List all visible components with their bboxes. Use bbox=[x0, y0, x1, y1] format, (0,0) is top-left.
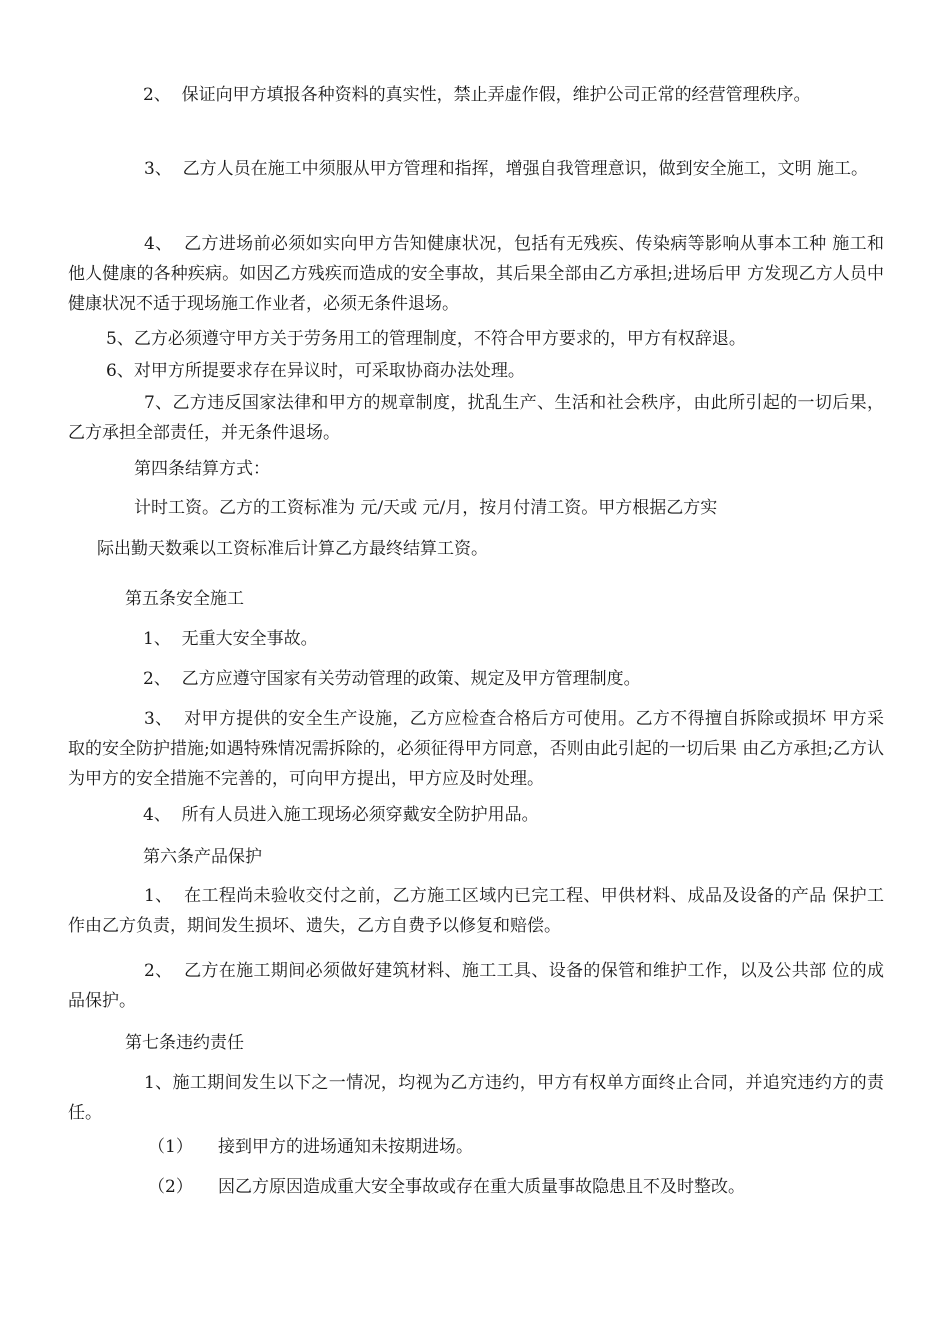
clause-number: 1、 bbox=[144, 1073, 173, 1093]
clause-paragraph bbox=[143, 664, 641, 694]
clause-paragraph bbox=[143, 624, 318, 654]
section-heading: 第四条结算方式： bbox=[134, 459, 270, 479]
clause-text: 乙方人员在施工中须服从甲方管理和指挥，增强自我管理意识，做到安全施工，文明 施工。 bbox=[182, 159, 869, 179]
clause-text: 乙方在施工期间必须做好建筑材料、施工工具、设备的保管和维护工作，以及公共部 位的成品保护。 bbox=[68, 961, 884, 1011]
clause-paragraph bbox=[68, 881, 884, 941]
clause-text: 所有人员进入施工现场必须穿戴安全防护用品。 bbox=[181, 805, 539, 825]
clause-number: 7、 bbox=[144, 393, 173, 413]
section-heading: 第七条违约责任 bbox=[125, 1033, 244, 1053]
section-heading: 第六条产品保护 bbox=[143, 847, 262, 867]
clause-number: 3、 bbox=[144, 159, 172, 179]
clause-text: 无重大安全事故。 bbox=[181, 629, 318, 649]
sub-item-text: 因乙方原因造成重大安全事故或存在重大质量事故隐患且不及时整改。 bbox=[218, 1177, 745, 1197]
clause-text: 乙方违反国家法律和甲方的规章制度，扰乱生产、生活和社会秩序，由此所引起的一切后果，乙方承担全部责任，并无条件退场。 bbox=[68, 393, 884, 443]
clause-number: 4、 bbox=[143, 805, 171, 825]
clause-number: 2、 bbox=[143, 85, 171, 105]
clause-text: 保证向甲方填报各种资料的真实性，禁止弄虚作假，维护公司正常的经营管理秩序。 bbox=[181, 85, 811, 105]
sub-item bbox=[148, 1172, 745, 1202]
clause-paragraph bbox=[68, 229, 884, 319]
clause-number: 5、 bbox=[106, 329, 134, 349]
clause-text: 乙方必须遵守甲方关于劳务用工的管理制度，不符合甲方要求的，甲方有权辞退。 bbox=[133, 329, 746, 349]
clause-number: 2、 bbox=[143, 669, 171, 689]
clause-paragraph bbox=[143, 80, 884, 110]
clause-number: 2、 bbox=[144, 961, 173, 981]
sub-item-number: （2） bbox=[148, 1177, 193, 1197]
clause-number: 1、 bbox=[143, 629, 171, 649]
clause-text: 施工期间发生以下之一情况，均视为乙方违约，甲方有权单方面终止合同，并追究违约方的责任。 bbox=[68, 1073, 884, 1123]
clause-paragraph bbox=[143, 800, 539, 830]
clause-text: 乙方进场前必须如实向甲方告知健康状况，包括有无残疾、传染病等影响从事本工种 施工和他人健康的各种疾病。如因乙方残疾而造成的安全事故，其后果全部由乙方承担;进场后甲 方发现乙方人员中健康状况不适于现场施工作业者，必须无条件退场。 bbox=[68, 234, 884, 314]
clause-text: 对甲方所提要求存在异议时，可采取协商办法处理。 bbox=[133, 361, 525, 381]
clause-text: 对甲方提供的安全生产设施，乙方应检查合格后方可使用。乙方不得擅自拆除或损坏 甲方采取的安全防护措施;如遇特殊情况需拆除的，必须征得甲方同意，否则由此引起的一切后果 由乙方承担;乙方认为甲方的安全措施不完善的，可向甲方提出，甲方应及时处理。 bbox=[68, 709, 884, 789]
clause-paragraph bbox=[106, 324, 746, 354]
clause-number: 3、 bbox=[144, 709, 173, 729]
clause-paragraph bbox=[68, 388, 884, 448]
sub-item bbox=[148, 1132, 473, 1162]
clause-paragraph bbox=[68, 956, 884, 1016]
clause-number: 6、 bbox=[106, 361, 134, 381]
clause-paragraph bbox=[106, 356, 525, 386]
clause-number: 1、 bbox=[144, 886, 173, 906]
clause-number: 4、 bbox=[144, 234, 173, 254]
sub-item-number: （1） bbox=[148, 1137, 193, 1157]
clause-paragraph bbox=[68, 154, 884, 184]
clause-text: 在工程尚未验收交付之前，乙方施工区域内已完工程、甲供材料、成品及设备的产品 保护工作由乙方负责，期间发生损坏、遗失，乙方自费予以修复和赔偿。 bbox=[68, 886, 884, 936]
wage-line-2: 际出勤天数乘以工资标准后计算乙方最终结算工资。 bbox=[97, 539, 488, 559]
clause-paragraph bbox=[68, 1068, 884, 1128]
sub-item-text: 接到甲方的进场通知未按期进场。 bbox=[218, 1137, 473, 1157]
wage-line-1: 计时工资。乙方的工资标准为 元/天或 元/月，按月付清工资。甲方根据乙方实 bbox=[134, 498, 718, 518]
clause-text: 乙方应遵守国家有关劳动管理的政策、规定及甲方管理制度。 bbox=[181, 669, 641, 689]
clause-paragraph bbox=[68, 704, 884, 794]
section-heading: 第五条安全施工 bbox=[125, 589, 244, 609]
